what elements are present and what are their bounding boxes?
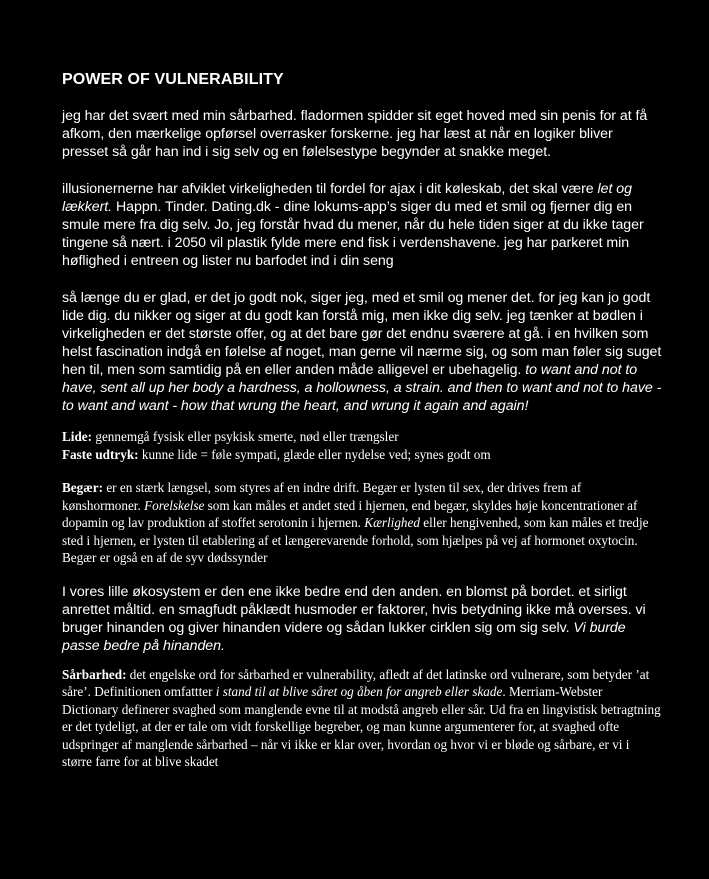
paragraph-fascination-quote: to want and not to have, sent all up her body a hardness, a hollowness, a strain. and then to want and not to have - to want and want - how that wrung the heart, and wrung it again and again! [62,362,662,414]
definition-faste-udtryk-term: Faste udtryk: [62,446,139,462]
definition-saarbarhed-text-b: . Merriam-Webster Dictionary definerer svaghed som manglende evne til at modstå angreb eller sår. Ud fra en lingvistisk betragtning er det tydeligt, at der er tale om vidt forskellige begreber, og man kunne argumenterer for, at svaghed ofte udspringer af manglende sårbarhed – når vi ikke er klar over, hvordan og hvor vi er bløde og sårbare, er vi i større farre for at blive skadet [62,684,661,769]
definition-faste-udtryk-text: kunne lide = føle sympati, glæde eller nydelse ved; synes godt om [138,446,491,462]
definition-saarbarhed-italic: i stand til at blive såret og åben for angreb eller skade [215,684,503,699]
paragraph-illusions-text-a: illusionernerne har afviklet virkeligheden til fordel for ajax i dit køleskab, det skal være [62,181,598,197]
paragraph-illusions-italic: let og lækkert. [62,181,632,215]
definition-saarbarhed-text-a: det engelske ord for sårbarhed er vulnerability, afledt af det latinske ord vulnerare, som betyder ’at såre’. Definitionen omfattter [62,666,650,699]
definition-begaer-term: Begær: [62,480,104,495]
definition-begaer-text-b: som kan måles et andet sted i hjernen, end begær, skyldes høje koncentrationer af dopamin og lav produktion af stoffet serotonin i hjernen. [62,497,638,530]
definition-begaer-text-c: eller hengivenhed, som kan måles et tredje sted i hjernen, er lysten til etablering af et længerevarende forhold, som hjælpes på vej af hormonet oxytocin. Begær er også en af de syv dødssynder [62,515,649,565]
definition-saarbarhed-term: Sårbarhed: [62,666,127,682]
definition-begaer-text-a: er en stærk længsel, som styres af en indre drift. Begær er lysten til sex, der drives frem af kønshormoner. [62,480,582,513]
definition-lide-text: gennemgå fysisk eller psykisk smerte, nød eller trængsler [92,429,399,444]
document-page [62,70,662,771]
paragraph-intro-text: jeg har det svært med min sårbarhed. fladormen spidder sit eget hoved med sin penis for at få afkom, den mærkelige opførsel overrasker forskerne. jeg har læst at når en logiker bliver presset så går han ind i sig selv og en følelsestype begynder at snakke meget. [62,108,648,160]
paragraph-ecosystem-italic: Vi burde passe bedre på hinanden. [62,619,626,654]
definition-begaer-italic-kaerlighed: Kærlighed [364,515,420,530]
paragraph-fascination [62,289,662,415]
definition-begaer [62,479,662,567]
paragraph-fascination-text: så længe du er glad, er det jo godt nok, siger jeg, med et smil og mener det. for jeg kan jo godt lide dig. du nikker og siger at du godt kan forstå mig, men ikke dig selv. jeg tænker at bødlen i virkeligheden er det største offer, og at det bare gør det endnu sværere at gå. i en hvilken som helst fascination indgå en følelse af noget, man gerne vil nærme sig, og som man føler sig suget hen til, men som samtidig på en eller anden måde alligevel er ubehagelig. [62,290,662,378]
paragraph-intro [62,107,662,161]
paragraph-illusions [62,180,662,270]
definition-begaer-italic-forelskelse: Forelskelse [144,497,205,513]
paragraph-illusions-text-b: Happn. Tinder. Dating.dk - dine lokums-app’s siger du med et smil og fjerner dig en smule mere fra dig selv. Jo, jeg forstår hvad du mener, når du hele tiden siger at du ikke tager tingene så nært. i 2050 vil plastik fylde mere end fisk i verdenshavene. jeg har parkeret min høflighed i entreen og lister nu barfodet ind i din seng [62,199,644,269]
definition-lide [62,428,662,463]
definition-saarbarhed [62,666,662,771]
definition-lide-term: Lide: [62,429,93,444]
page-title: POWER OF VULNERABILITY [62,71,284,88]
paragraph-ecosystem-text: I vores lille økosystem er den ene ikke bedre end den anden. en blomst på bordet. et sirligt anrettet måltid. en smagfudt påklædt husmoder er faktorer, hvis betydning ikke må overses. vi bruger hinanden og giver hinanden videre og sådan lukker cirklen sig om sig selv. [62,583,646,636]
paragraph-ecosystem [62,583,662,655]
